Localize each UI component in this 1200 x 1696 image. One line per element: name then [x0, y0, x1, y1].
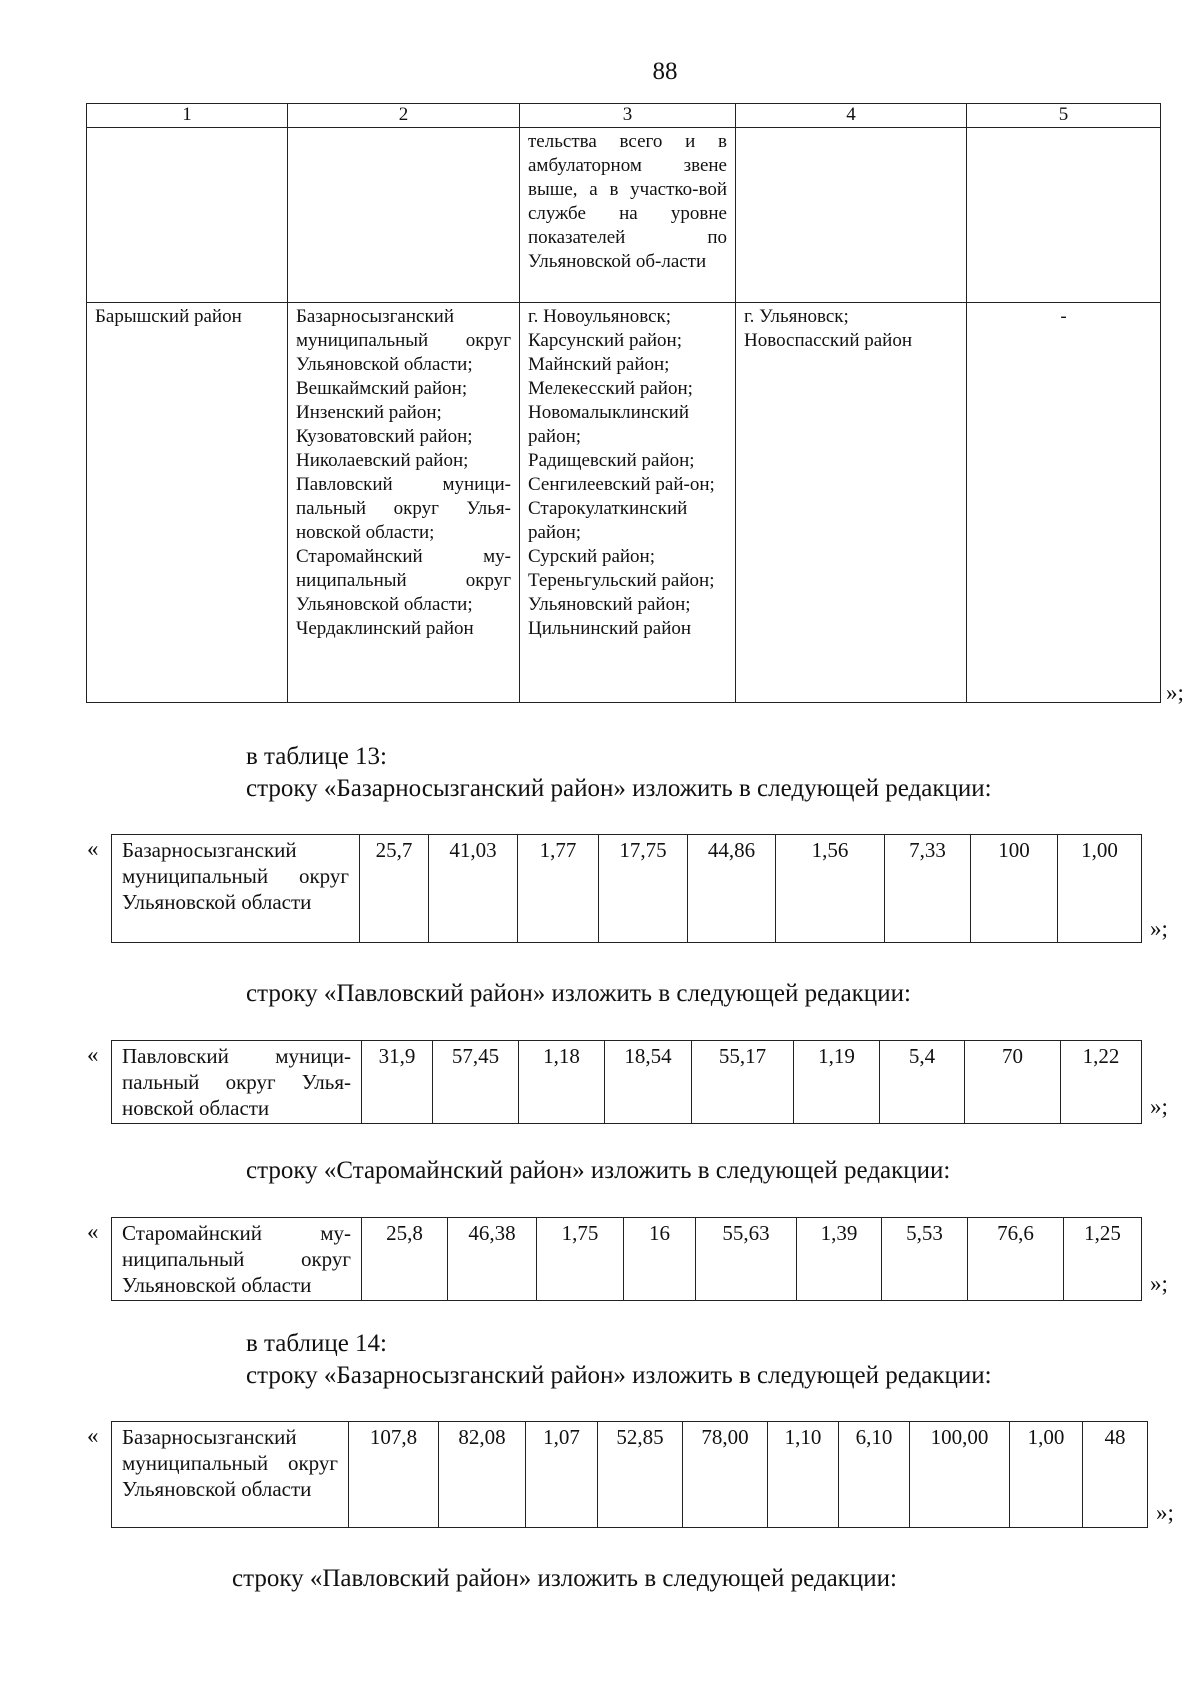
replacement-row-table [111, 1421, 1148, 1528]
closing-quote: »; [1156, 1500, 1174, 1525]
replacement-row-table [111, 834, 1142, 943]
table-row [112, 1218, 1142, 1301]
value-cell: 18,54 [605, 1041, 692, 1124]
list-item: Ульяновский район; [528, 594, 691, 615]
list-item: Мелекесский район; [528, 378, 693, 399]
value-cell: 1,07 [526, 1422, 598, 1528]
list-item: Майнский район; [528, 354, 670, 375]
district-cell: Барышский район [87, 303, 288, 703]
value-cell: 1,10 [768, 1422, 839, 1528]
section-intro: в таблице 13: [246, 743, 388, 770]
value-cell: 5,4 [880, 1041, 965, 1124]
closing-quote: »; [1150, 1094, 1168, 1119]
row-label: Базарносызганский муниципальный округ Ульяновской области [112, 835, 360, 943]
value-cell: 76,6 [968, 1218, 1064, 1301]
closing-quote: »; [1166, 680, 1184, 705]
value-cell: 25,7 [360, 835, 429, 943]
header-cell: 2 [288, 104, 520, 128]
row-label: Павловский муници-пальный округ Улья-новской области [112, 1041, 362, 1124]
value-cell: 100,00 [910, 1422, 1010, 1528]
instruction-text: строку «Павловский район» изложить в следующей редакции: [246, 980, 911, 1007]
value-cell: 44,86 [688, 835, 776, 943]
value-cell: 100 [971, 835, 1058, 943]
value-cell: 1,39 [797, 1218, 882, 1301]
list-item: Сенгилеевский рай-он; [528, 474, 715, 495]
value-cell: 57,45 [433, 1041, 519, 1124]
closing-quote: »; [1150, 1271, 1168, 1296]
list-item: Радищевский район; [528, 450, 695, 471]
list-item: Тереньгульский район; [528, 570, 715, 591]
list-item: Павловский муници-пальный округ Улья-новской области; [296, 474, 511, 543]
value-cell: 78,00 [683, 1422, 768, 1528]
opening-quote: « [87, 1219, 99, 1244]
value-cell: 1,19 [794, 1041, 880, 1124]
value-cell: 7,33 [885, 835, 971, 943]
value-cell: 52,85 [598, 1422, 683, 1528]
value-cell: 5,53 [882, 1218, 968, 1301]
value-cell: 55,63 [696, 1218, 797, 1301]
instruction-text: строку «Базарносызганский район» изложить в следующей редакции: [246, 775, 992, 802]
list-cell [288, 303, 520, 703]
table-cell [967, 128, 1161, 303]
value-cell: 6,10 [839, 1422, 910, 1528]
table-cell [736, 128, 967, 303]
list-item: Инзенский район; [296, 402, 442, 423]
value-cell: 16 [624, 1218, 696, 1301]
value-cell: 1,00 [1010, 1422, 1083, 1528]
closing-quote: »; [1150, 916, 1168, 941]
list-item: Сурский район; [528, 546, 655, 567]
opening-quote: « [87, 1423, 99, 1448]
instruction-text: строку «Павловский район» изложить в следующей редакции: [232, 1565, 897, 1592]
value-cell: 55,17 [692, 1041, 794, 1124]
value-cell: 1,75 [537, 1218, 624, 1301]
value-cell: 17,75 [599, 835, 688, 943]
value-cell: 1,00 [1058, 835, 1142, 943]
value-cell: 31,9 [362, 1041, 433, 1124]
list-item: Новомалыклинский район; [528, 402, 689, 447]
value-cell: 107,8 [349, 1422, 439, 1528]
list-item: Николаевский район; [296, 450, 469, 471]
list-item: Базарносызганский муниципальный округ Ульяновской области; [296, 306, 511, 375]
table-row [112, 1422, 1148, 1528]
value-cell: 46,38 [448, 1218, 537, 1301]
value-cell: 25,8 [362, 1218, 448, 1301]
list-item: г. Ульяновск; [744, 306, 849, 327]
header-cell: 3 [520, 104, 736, 128]
table-cell: - [967, 303, 1161, 703]
list-item: Цильнинский район [528, 618, 692, 639]
continued-table [86, 103, 1161, 703]
list-item: Вешкаймский район; [296, 378, 468, 399]
value-cell: 1,25 [1064, 1218, 1142, 1301]
table-cell [288, 128, 520, 303]
table-header-row [87, 104, 1161, 128]
row-label: Старомайнский му-ниципальный округ Ульяновской области [112, 1218, 362, 1301]
replacement-row-table [111, 1217, 1142, 1301]
list-item: Чердаклинский район [296, 618, 474, 639]
table-row [87, 128, 1161, 303]
table-row [87, 303, 1161, 703]
list-cell [520, 303, 736, 703]
section-intro: в таблице 14: [246, 1330, 388, 1357]
value-cell: 1,56 [776, 835, 885, 943]
list-item: Кузоватовский район; [296, 426, 473, 447]
value-cell: 1,77 [518, 835, 599, 943]
replacement-row-table [111, 1040, 1142, 1124]
header-cell: 4 [736, 104, 967, 128]
row-label: Базарносызганский муниципальный округ Ульяновской области [112, 1422, 349, 1528]
value-cell: 41,03 [429, 835, 518, 943]
opening-quote: « [87, 1042, 99, 1067]
instruction-text: строку «Старомайнский район» изложить в следующей редакции: [246, 1157, 951, 1184]
value-cell: 48 [1083, 1422, 1148, 1528]
table-row [112, 835, 1142, 943]
value-cell: 82,08 [439, 1422, 526, 1528]
header-cell: 5 [967, 104, 1161, 128]
instruction-text: строку «Базарносызганский район» изложить в следующей редакции: [246, 1362, 992, 1389]
list-item: Новоспасский район [744, 330, 913, 351]
list-item: Старомайнский му-ниципальный округ Ульяновской области; [296, 546, 511, 615]
table-cell: тельства всего и в амбулаторном звене выше, а в участко-вой службе на уровне показателей по Ульяновской об-ласти [520, 128, 736, 303]
header-cell: 1 [87, 104, 288, 128]
value-cell: 1,22 [1061, 1041, 1142, 1124]
list-item: Карсунский район; [528, 330, 683, 351]
list-item: г. Новоульяновск; [528, 306, 672, 327]
table-cell [87, 128, 288, 303]
list-cell [736, 303, 967, 703]
list-item: Старокулаткинский район; [528, 498, 688, 543]
value-cell: 70 [965, 1041, 1061, 1124]
table-row [112, 1041, 1142, 1124]
page-number: 88 [652, 58, 678, 85]
opening-quote: « [87, 836, 99, 861]
value-cell: 1,18 [519, 1041, 605, 1124]
